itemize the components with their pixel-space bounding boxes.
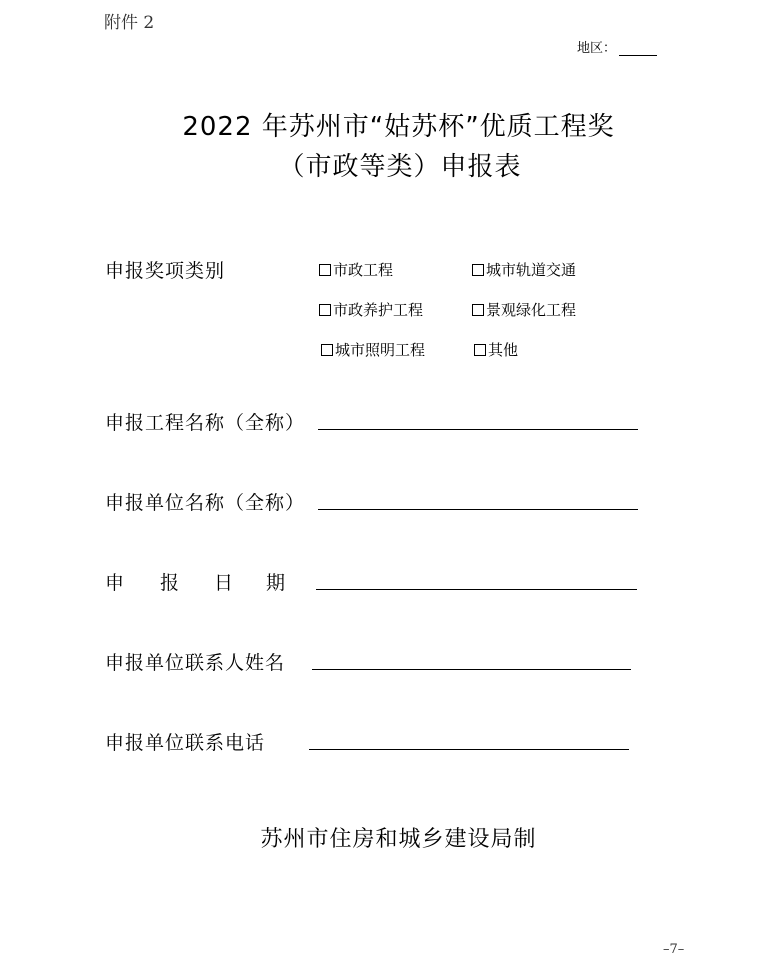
option-landscape-greening[interactable]: 景观绿化工程 (472, 299, 576, 320)
checkbox-icon[interactable] (321, 344, 333, 356)
issuer-text: 苏州市住房和城乡建设局制 (260, 827, 537, 852)
contact-name-input-line[interactable] (312, 669, 631, 670)
contact-phone-input-line[interactable] (309, 749, 629, 750)
option-other[interactable]: 其他 (474, 339, 518, 360)
page-number: –7– (663, 942, 685, 957)
checkbox-icon[interactable] (474, 344, 486, 356)
checkbox-icon[interactable] (319, 304, 331, 316)
region-input-line[interactable] (619, 41, 657, 56)
contact-name-label: 申报单位联系人姓名 (105, 652, 286, 674)
contact-phone-label: 申报单位联系电话 (105, 732, 266, 754)
checkbox-icon[interactable] (472, 264, 484, 276)
form-title-line2: （市政等类）申报表 (278, 152, 522, 182)
form-title-line1: 2022 年苏州市“姑苏杯”优质工程奖 (182, 112, 615, 142)
date-label-char-1: 申 (105, 572, 125, 594)
award-category-label: 申报奖项类别 (105, 260, 226, 282)
date-label-char-2: 报 (160, 572, 180, 594)
unit-name-label: 申报单位名称（全称） (105, 492, 306, 514)
option-urban-rail-transit[interactable]: 城市轨道交通 (472, 259, 576, 280)
option-municipal-engineering[interactable]: 市政工程 (319, 259, 393, 280)
option-urban-lighting[interactable]: 城市照明工程 (321, 339, 425, 360)
option-municipal-maintenance[interactable]: 市政养护工程 (319, 299, 423, 320)
project-name-label: 申报工程名称（全称） (105, 412, 306, 434)
region-field (577, 37, 657, 56)
attachment-label: 附件 2 (104, 13, 155, 33)
date-input-line[interactable] (316, 589, 637, 590)
date-label-char-3: 日 (214, 572, 234, 594)
region-label: 地区： (577, 41, 617, 56)
checkbox-icon[interactable] (472, 304, 484, 316)
unit-name-input-line[interactable] (318, 509, 638, 510)
checkbox-icon[interactable] (319, 264, 331, 276)
date-label-char-4: 期 (266, 572, 286, 594)
project-name-input-line[interactable] (318, 429, 638, 430)
